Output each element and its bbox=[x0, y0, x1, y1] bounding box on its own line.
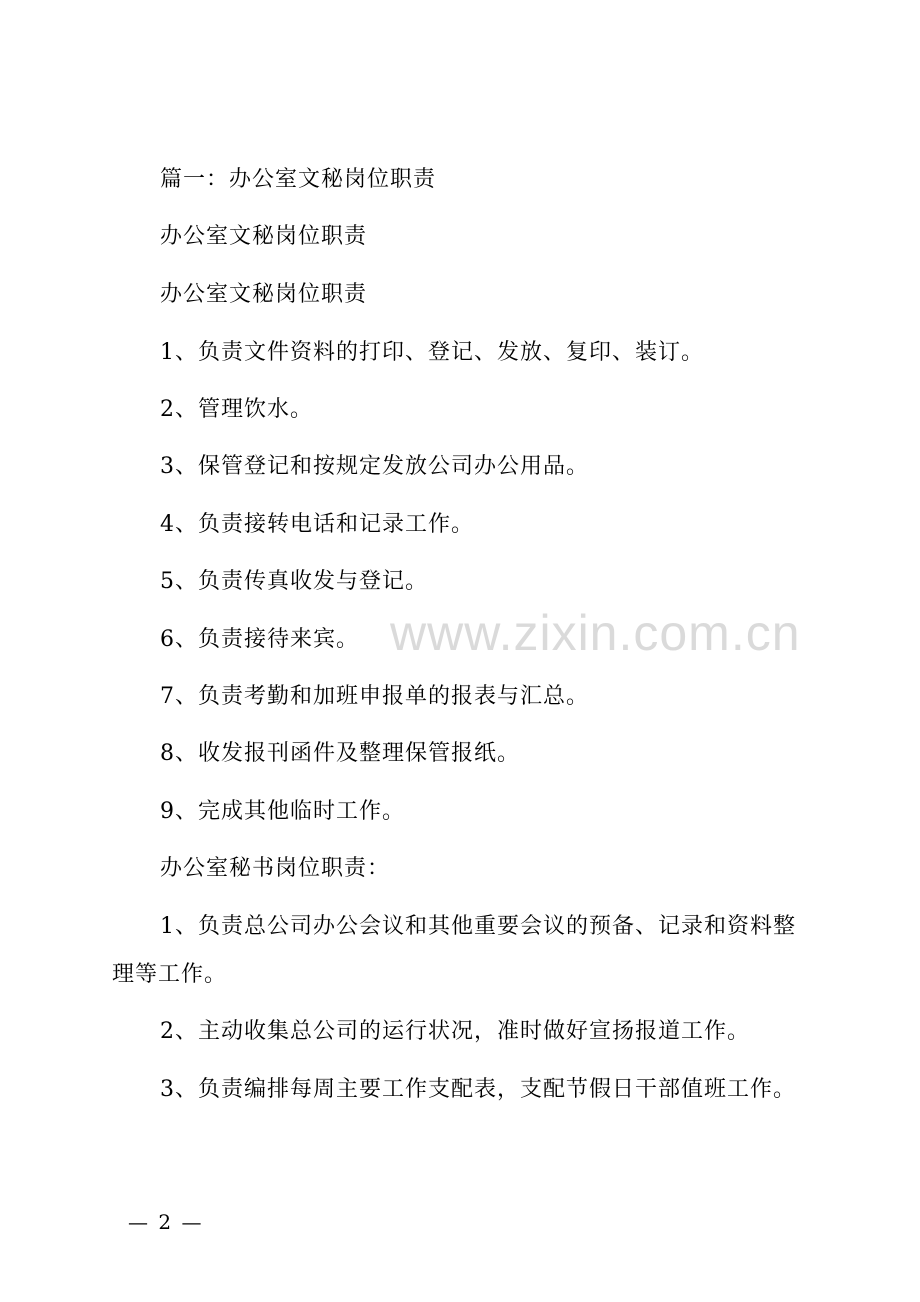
list-item: 2、主动收集总公司的运行状况，准时做好宣扬报道工作。 bbox=[160, 1019, 750, 1044]
list-item: 7、负责考勤和加班申报单的报表与汇总。 bbox=[160, 684, 589, 709]
page-number: — 2 — bbox=[128, 1210, 204, 1234]
list-item: 3、保管登记和按规定发放公司办公用品。 bbox=[160, 454, 589, 479]
list-item: 6、负责接待来宾。 bbox=[160, 627, 359, 652]
list-item: 1、负责总公司办公会议和其他重要会议的预备、记录和资料整 bbox=[160, 914, 796, 939]
watermark: www.zixin.com.cn bbox=[390, 605, 801, 661]
heading-line: 办公室文秘岗位职责 bbox=[160, 282, 368, 307]
list-item: 8、收发报刊函件及整理保管报纸。 bbox=[160, 741, 520, 766]
heading-line: 办公室文秘岗位职责 bbox=[160, 224, 368, 249]
list-item: 4、负责接转电话和记录工作。 bbox=[160, 512, 474, 537]
subheading: 办公室秘书岗位职责： bbox=[160, 856, 391, 881]
list-item-continuation: 理等工作。 bbox=[112, 962, 228, 987]
list-item: 2、管理饮水。 bbox=[160, 397, 313, 422]
list-item: 5、负责传真收发与登记。 bbox=[160, 569, 428, 594]
section-title: 篇一：办公室文秘岗位职责 bbox=[160, 167, 437, 192]
list-item: 9、完成其他临时工作。 bbox=[160, 799, 405, 824]
list-item: 1、负责文件资料的打印、登记、发放、复印、装订。 bbox=[160, 340, 704, 365]
list-item: 3、负责编排每周主要工作支配表，支配节假日干部值班工作。 bbox=[160, 1077, 796, 1102]
